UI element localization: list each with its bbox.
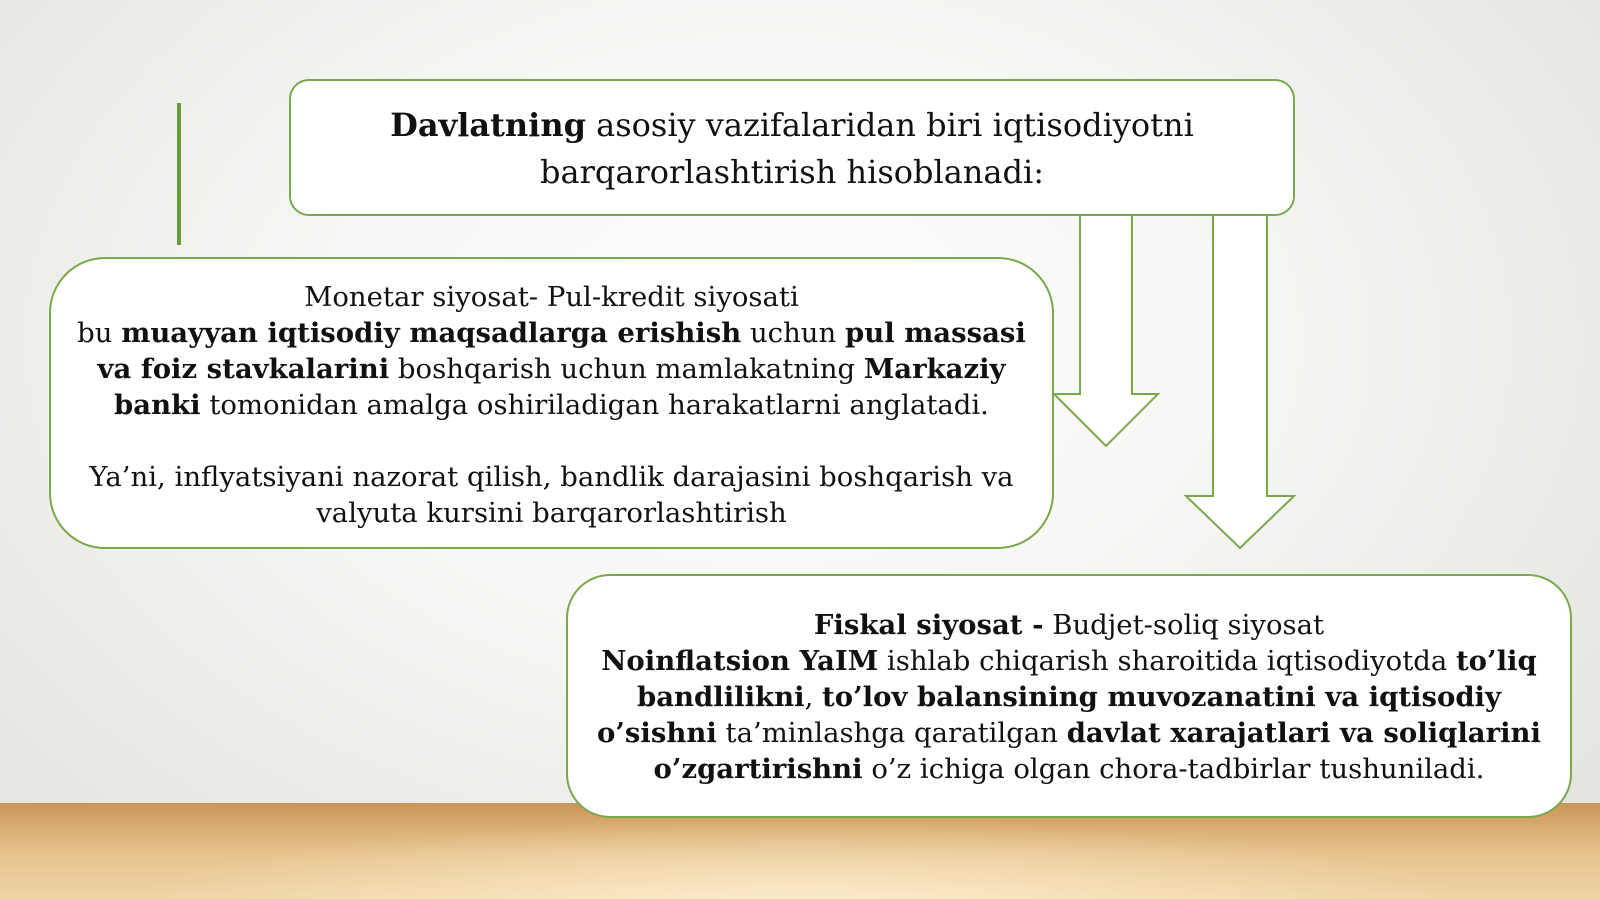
monetar-policy-box <box>49 257 1054 549</box>
fiskal-text-3: ta’minlashga qaratilgan <box>716 717 1067 749</box>
fiskal-text-4: o’z ichiga olgan chora-tadbirlar tushuniladi. <box>862 753 1485 785</box>
fiskal-heading-text: Budjet-soliq siyosat <box>1043 609 1325 641</box>
monetar-note: Ya’ni, inflyatsiyani nazorat qilish, bandlik darajasini boshqarish va valyuta kursini barqarorlashtirish <box>89 461 1014 529</box>
monetar-text-1: bu <box>77 317 122 349</box>
fiskal-heading <box>586 607 1552 643</box>
fiskal-definition <box>586 643 1552 787</box>
monetar-text-4: tomonidan amalga oshiriladigan harakatlarni anglatadi. <box>200 389 989 421</box>
paragraph-gap <box>71 423 1032 459</box>
monetar-text-3: boshqarish uchun mamlakatning <box>389 353 864 385</box>
fiskal-text-1: ishlab chiqarish sharoitida iqtisodiyotda <box>878 645 1456 677</box>
fiskal-text-2: , <box>804 681 823 713</box>
arrow-to-fiskal <box>1186 215 1294 548</box>
fiskal-bold-2: to’liq bandlilikni <box>637 645 1537 713</box>
monetar-text-2: uchun <box>741 317 845 349</box>
monetar-definition <box>71 315 1032 423</box>
title-box <box>289 79 1295 216</box>
title-text: asosiy vazifalaridan biri iqtisodiyotni barqarorlashtirish hisoblanadi: <box>540 106 1194 191</box>
arrow-to-monetar <box>1054 215 1158 446</box>
fiskal-heading-bold: Fiskal siyosat - <box>813 609 1044 641</box>
monetar-bold-2: pul massasi va foiz stavkalarini <box>97 317 1026 385</box>
fiskal-bold-4: davlat xarajatlari va soliqlarini o’zgartirishni <box>653 717 1541 785</box>
fiskal-bold-3: to’lov balansining muvozanatini va iqtisodiy o’sishni <box>597 681 1501 749</box>
title-bold: Davlatning <box>390 106 586 144</box>
fiskal-policy-box <box>566 574 1572 818</box>
accent-line <box>177 103 181 245</box>
fiskal-bold-1: Noinflatsion YaIM <box>601 645 879 677</box>
monetar-heading: Monetar siyosat- Pul-kredit siyosati <box>304 281 799 313</box>
monetar-bold-1: muayyan iqtisodiy maqsadlarga erishish <box>121 317 742 349</box>
monetar-bold-3: Markaziy banki <box>114 353 1006 421</box>
